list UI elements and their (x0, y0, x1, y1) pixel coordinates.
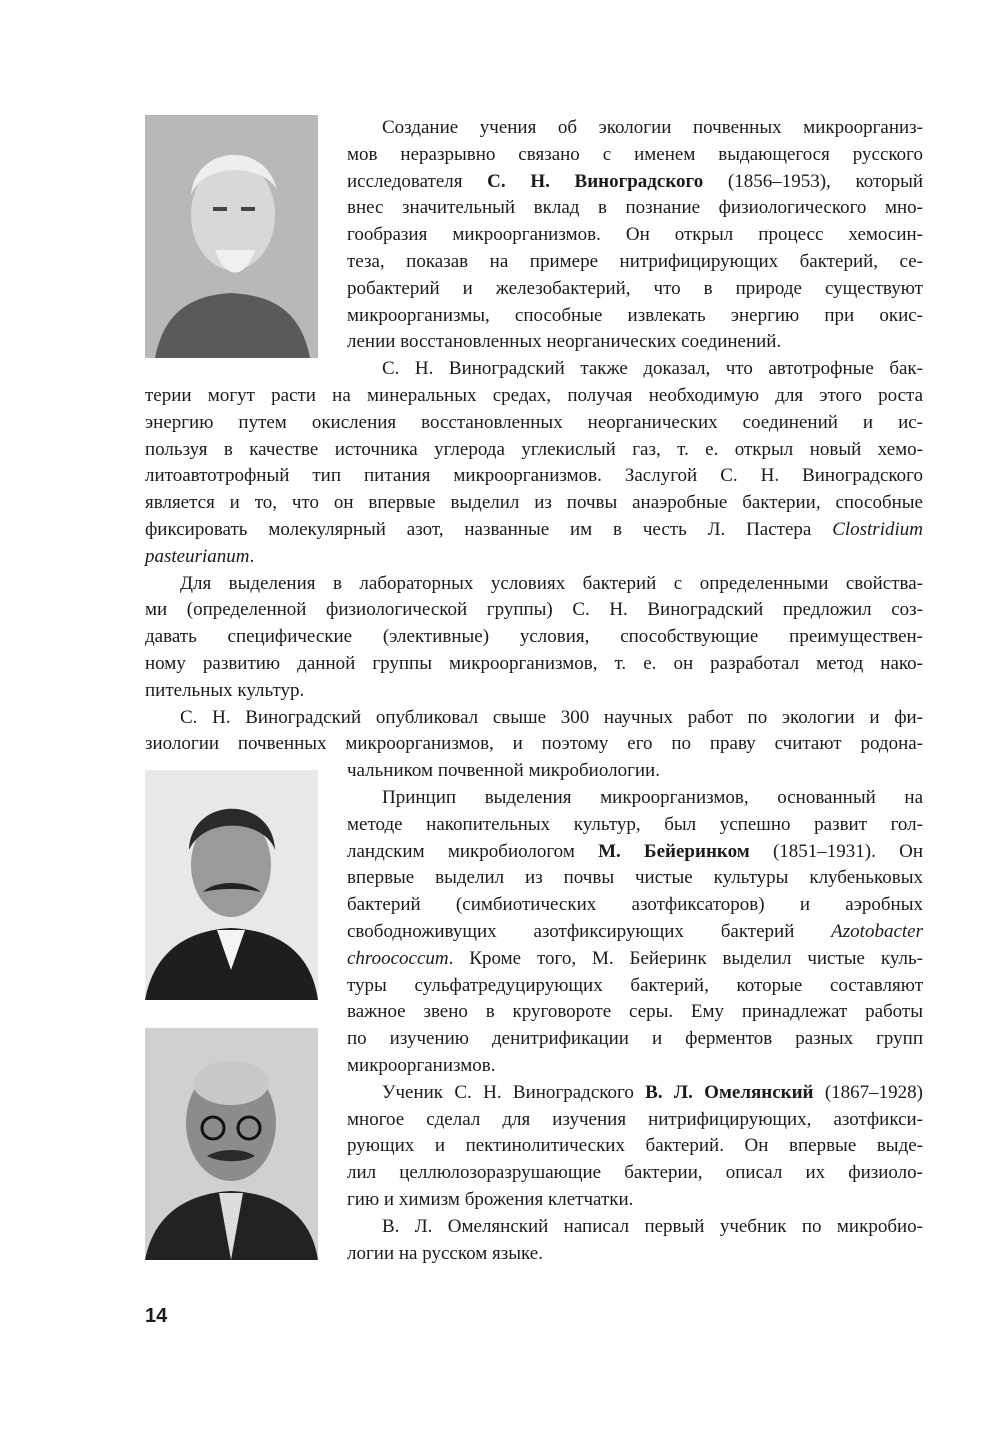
text-segment: логии на русском языке. (347, 1242, 543, 1264)
text-line (145, 489, 923, 516)
text-segment: гообразия микроорганизмов. Он открыл процесс хемосин- (347, 224, 923, 246)
text-segment: Для выделения в лабораторных условиях бактерий с определенными свойства- (180, 572, 923, 594)
text-segment: мов неразрывно связано с именем выдающегося русского (347, 143, 923, 165)
text-segment: Создание учения об экологии почвенных микроорганиз- (382, 117, 923, 138)
text-line (145, 516, 923, 543)
text-segment: ландским микробиологом (347, 840, 599, 862)
italic-term: Clostridium (832, 519, 923, 540)
text-segment: . Кроме того, М. Бейеринк выделил чистые куль- (448, 947, 923, 969)
text-segment: исследователя (347, 170, 488, 192)
text-line (347, 275, 923, 302)
text-segment: робактерий и железобактерий, что в природе существуют (347, 277, 923, 299)
text-segment: туры сульфатредуцирующих бактерий, которые составляют (347, 974, 923, 996)
text-segment: лении восстановленных неорганических соединений. (347, 331, 782, 353)
bold-name: С. Н. Виноградского (487, 170, 704, 192)
text-segment: теза, показав на примере нитрифицирующих бактерий, се- (347, 251, 923, 272)
text-segment: микроорганизмы, способные извлекать энергию при окис- (347, 304, 923, 326)
text-segment: В. Л. Омелянский написал первый учебник по микробио- (382, 1215, 923, 1237)
text-line (347, 1106, 923, 1133)
text-line (145, 677, 923, 704)
text-segment: . (249, 545, 255, 567)
text-line (347, 998, 923, 1025)
text-line (145, 543, 923, 570)
text-segment: энергию путем окисления восстановленных неорганических соединений и ис- (145, 411, 923, 433)
text-line (347, 248, 923, 275)
text-segment: впервые выделил из почвы чистые культуры клубеньковых (347, 867, 923, 889)
text-line (347, 328, 923, 355)
text-line (382, 355, 923, 382)
text-segment: С. Н. Виноградский также доказал, что автотрофные бак- (382, 358, 923, 380)
text-segment: свободноживущих азотфиксирующих бактерий (347, 921, 832, 942)
text-line (347, 1186, 923, 1213)
text-line (145, 436, 923, 463)
text-line (145, 596, 923, 623)
text-line (347, 838, 923, 865)
text-segment: пользуя в качестве источника углерода углекислый газ, т. е. открыл новый хемо- (145, 438, 923, 460)
text-line (145, 382, 923, 409)
text-segment: чальником почвенной микробиологии. (347, 760, 660, 782)
portrait-omelyansky-image (145, 1028, 318, 1260)
text-segment: фиксировать молекулярный азот, названные им в честь Л. Пастера (145, 519, 833, 540)
text-line (145, 650, 923, 677)
text-line (347, 168, 923, 195)
text-line (347, 972, 923, 999)
text-line (347, 945, 923, 972)
text-segment: пительных культур. (145, 679, 305, 701)
text-line (347, 1159, 923, 1186)
text-line (347, 757, 923, 784)
portrait-photo-vinogradsky (145, 115, 318, 358)
text-line (382, 1213, 923, 1240)
text-segment: Ученик С. Н. Виноградского (382, 1081, 646, 1103)
text-segment: внес значительный вклад в познание физиологического мно- (347, 197, 923, 219)
text-segment: гию и химизм брожения клетчатки. (347, 1189, 634, 1210)
text-line (347, 302, 923, 329)
text-line (347, 811, 923, 838)
bold-name: М. Бейеринком (598, 840, 750, 862)
text-segment: Принцип выделения микроорганизмов, основанный на (382, 787, 923, 808)
text-line (347, 194, 923, 221)
text-segment: является и то, что он впервые выделил из почвы анаэробные бактерии, способные (145, 492, 923, 514)
text-line (382, 114, 923, 141)
text-line (347, 864, 923, 891)
text-segment: ному развитию данной группы микроорганизмов, т. е. он разработал метод нако- (145, 653, 923, 674)
text-line (347, 918, 923, 945)
text-segment: ми (определенной физиологической группы) С. Н. Виноградский предложил соз- (145, 599, 923, 621)
text-segment: терии могут расти на минеральных средах, получая необходимую для этого роста (145, 385, 923, 406)
text-line (145, 409, 923, 436)
text-line (347, 1025, 923, 1052)
italic-term: chroococcum (347, 947, 449, 969)
text-line (347, 1132, 923, 1159)
text-segment: рующих и пектинолитических бактерий. Он впервые выде- (347, 1135, 923, 1157)
text-segment: (1856–1953), который (703, 170, 923, 192)
text-line (145, 462, 923, 489)
text-line (347, 141, 923, 168)
text-line (347, 221, 923, 248)
text-line (145, 623, 923, 650)
portrait-photo-beijerinck (145, 770, 318, 1000)
text-segment: давать специфические (элективные) условия, способствующие преимуществен- (145, 626, 923, 648)
portrait-photo-omelyansky (145, 1028, 318, 1260)
text-segment: методе накопительных культур, был успешно развит гол- (347, 813, 923, 835)
text-line (347, 891, 923, 918)
text-segment: С. Н. Виноградский опубликовал свыше 300 научных работ по экологии и фи- (180, 706, 923, 728)
text-line (382, 784, 923, 811)
text-segment: многое сделал для изучения нитрифицирующих, азотфикси- (347, 1108, 923, 1130)
text-segment: лил целлюлозоразрушающие бактерии, описал их физиоло- (347, 1162, 923, 1184)
text-line (347, 1052, 923, 1079)
text-segment: литоавтотрофный тип питания микроорганизмов. Заслугой С. Н. Виноградского (145, 465, 923, 487)
page-number: 14 (145, 1305, 168, 1327)
text-segment: по изучению денитрификации и ферментов разных групп (347, 1028, 923, 1050)
text-line (145, 730, 923, 757)
text-line (347, 1240, 923, 1267)
text-line (180, 704, 923, 731)
text-line (180, 570, 923, 597)
portrait-beijerinck-image (145, 770, 318, 1000)
text-segment: важное звено в круговороте серы. Ему принадлежат работы (347, 1001, 923, 1023)
italic-term: Azotobacter (831, 921, 923, 942)
text-line (382, 1079, 923, 1106)
text-segment: микроорганизмов. (347, 1055, 496, 1076)
text-segment: (1867–1928) (813, 1081, 923, 1103)
text-segment: зиологии почвенных микроорганизмов, и поэтому его по праву считают родона- (145, 733, 923, 755)
text-segment: бактерий (симбиотических азотфиксаторов) и аэробных (347, 894, 923, 916)
bold-name: В. Л. Омелянский (645, 1081, 814, 1103)
italic-term: pasteurianum (145, 545, 250, 567)
portrait-vinogradsky-image (145, 115, 318, 358)
text-segment: (1851–1931). Он (749, 840, 923, 862)
